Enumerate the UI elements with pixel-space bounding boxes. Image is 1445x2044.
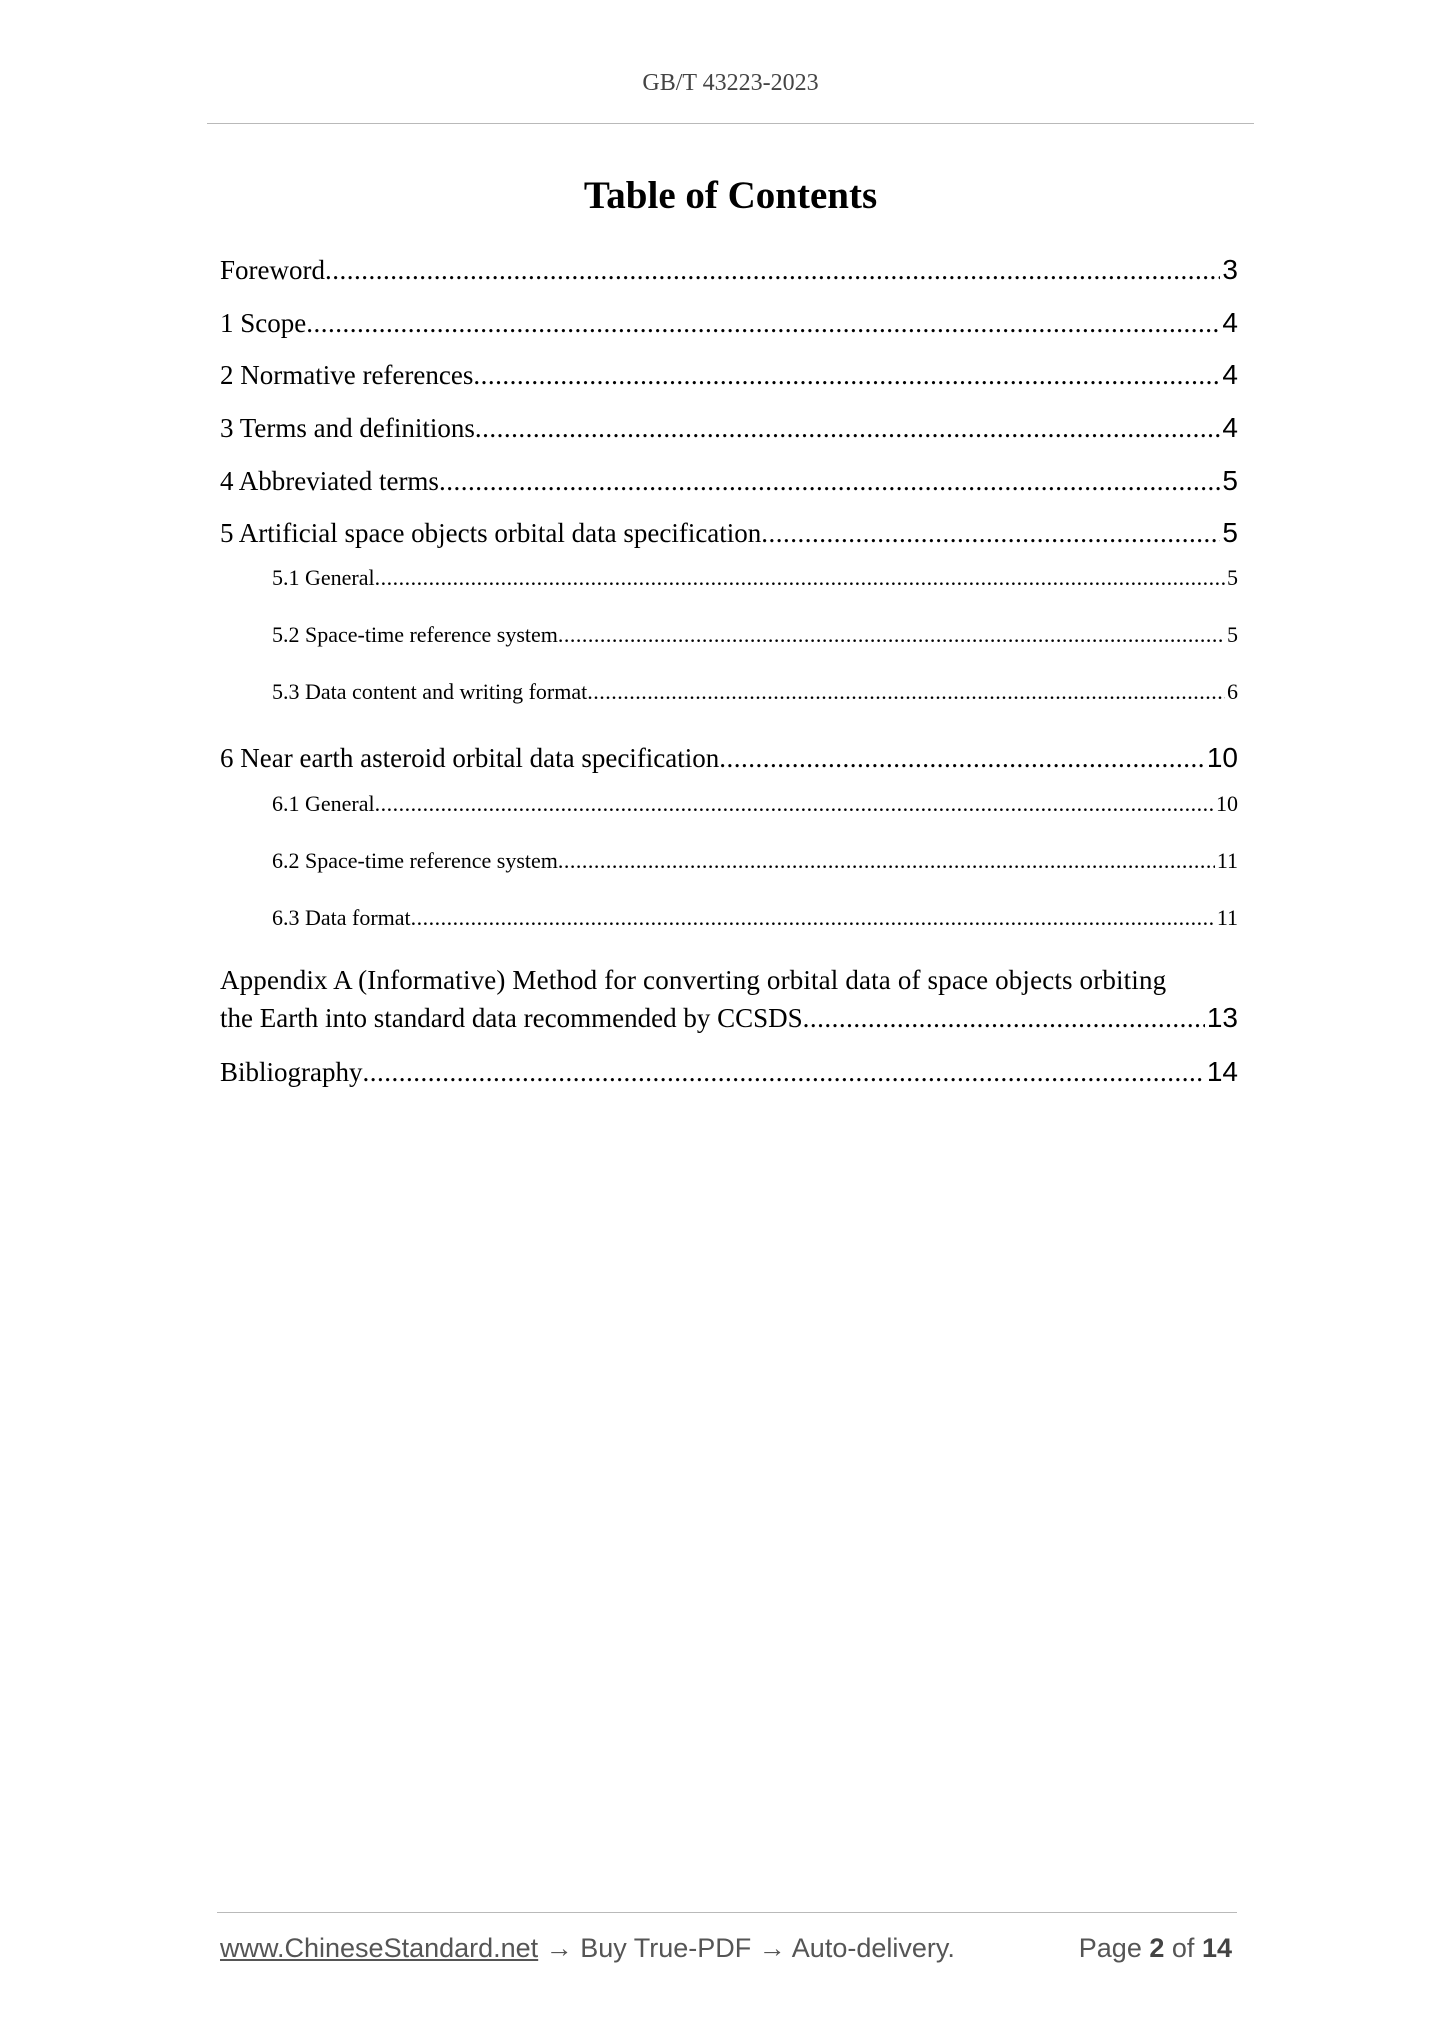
toc-entry-page: 14 — [1206, 1056, 1238, 1087]
toc-entry-section-6[interactable] — [220, 738, 1238, 778]
toc-entry-page: 3 — [1222, 254, 1238, 285]
footer-divider — [217, 1912, 1237, 1913]
page-word: Page — [1078, 1933, 1142, 1963]
toc-entry-page: 6 — [1227, 679, 1238, 704]
website-link[interactable]: www.ChineseStandard.net — [220, 1933, 539, 1963]
toc-entry-label: 6.1 General — [272, 791, 375, 816]
toc-entry-label-line2: the Earth into standard data recommended by CCSDS — [220, 1003, 803, 1033]
toc-entry-label: Bibliography — [220, 1057, 363, 1087]
toc-title: Table of Contents — [583, 174, 878, 217]
toc-entry-label: 1 Scope — [220, 308, 307, 338]
toc-entry-page: 4 — [1222, 307, 1238, 338]
toc-entry-page: 13 — [1206, 1002, 1238, 1033]
page-header: GB/T 43223-2023 — [642, 70, 819, 96]
toc-entry-label: 2 Normative references — [220, 360, 474, 390]
toc-entry-bibliography[interactable] — [220, 1052, 1238, 1092]
dot-leader — [325, 250, 1220, 290]
dot-leader — [761, 513, 1220, 553]
toc-entry-label: 5.1 General — [272, 565, 375, 590]
dot-leader — [587, 676, 1225, 708]
toc-entry-5-3[interactable] — [220, 676, 1238, 708]
buy-text: Buy True-PDF — [580, 1933, 752, 1963]
toc-entry-label: 5.3 Data content and writing format — [272, 679, 588, 704]
toc-entry-terms-and-definitions[interactable] — [220, 408, 1238, 448]
arrow-right-icon: → — [545, 1933, 573, 1963]
dot-leader — [375, 562, 1225, 594]
dot-leader — [363, 1052, 1205, 1092]
toc-entry-label: 6.2 Space-time reference system — [272, 848, 558, 873]
dot-leader — [475, 408, 1221, 448]
toc-entry-abbreviated-terms[interactable] — [220, 461, 1238, 501]
toc-entry-appendix-a[interactable] — [220, 962, 1238, 1037]
toc-entry-label-line1: Appendix A (Informative) Method for converting orbital data of space objects orbiting — [220, 965, 1167, 995]
toc-entry-normative-references[interactable] — [220, 355, 1238, 395]
page-total: 14 — [1201, 1933, 1232, 1963]
toc-entry-page: 11 — [1216, 848, 1238, 873]
dot-leader — [558, 619, 1225, 651]
arrow-right-icon: → — [758, 1933, 786, 1963]
dot-leader — [803, 1000, 1205, 1037]
toc-entry-page: 4 — [1222, 412, 1238, 443]
toc-entry-page: 5 — [1222, 465, 1238, 496]
dot-leader — [411, 902, 1215, 934]
page-indicator — [1079, 1930, 1232, 1966]
toc-entry-5-2[interactable] — [220, 619, 1238, 651]
toc-entry-label: 6 Near earth asteroid orbital data specification — [220, 743, 720, 773]
toc-entry-page: 4 — [1222, 359, 1238, 390]
toc-entry-label: 5 Artificial space objects orbital data specification — [220, 518, 762, 548]
header-divider — [207, 123, 1254, 124]
toc-entry-page: 10 — [1206, 742, 1238, 773]
toc-entry-label: 5.2 Space-time reference system — [272, 622, 558, 647]
page-current: 2 — [1149, 1933, 1165, 1963]
toc-entry-6-2[interactable] — [220, 845, 1238, 877]
toc-entry-label: 6.3 Data format — [272, 905, 411, 930]
toc-entry-page: 11 — [1216, 905, 1238, 930]
toc-entry-label: 4 Abbreviated terms — [220, 466, 439, 496]
dot-leader — [306, 303, 1220, 343]
toc-entry-5-1[interactable] — [220, 562, 1238, 594]
toc-entry-page: 5 — [1227, 622, 1238, 647]
toc-entry-6-1[interactable] — [220, 788, 1238, 820]
toc-entry-foreword[interactable] — [220, 250, 1238, 290]
toc-entry-6-3[interactable] — [220, 902, 1238, 934]
dot-leader — [439, 461, 1220, 501]
dot-leader — [375, 788, 1214, 820]
toc-entry-label: Foreword — [220, 255, 325, 285]
toc-entry-page: 10 — [1216, 791, 1238, 816]
dot-leader — [719, 738, 1205, 778]
toc-entry-page: 5 — [1222, 517, 1238, 548]
toc-entry-line2 — [220, 999, 1238, 1037]
dot-leader — [473, 355, 1220, 395]
toc-entry-section-5[interactable] — [220, 513, 1238, 553]
footer-promo — [220, 1930, 955, 1966]
delivery-text: Auto-delivery. — [791, 1933, 955, 1963]
toc-entry-scope[interactable] — [220, 303, 1238, 343]
dot-leader — [558, 845, 1215, 877]
toc-entry-label: 3 Terms and definitions — [220, 413, 475, 443]
toc-entry-page: 5 — [1227, 565, 1238, 590]
of-word: of — [1171, 1933, 1195, 1963]
page-footer — [220, 1930, 1232, 1966]
